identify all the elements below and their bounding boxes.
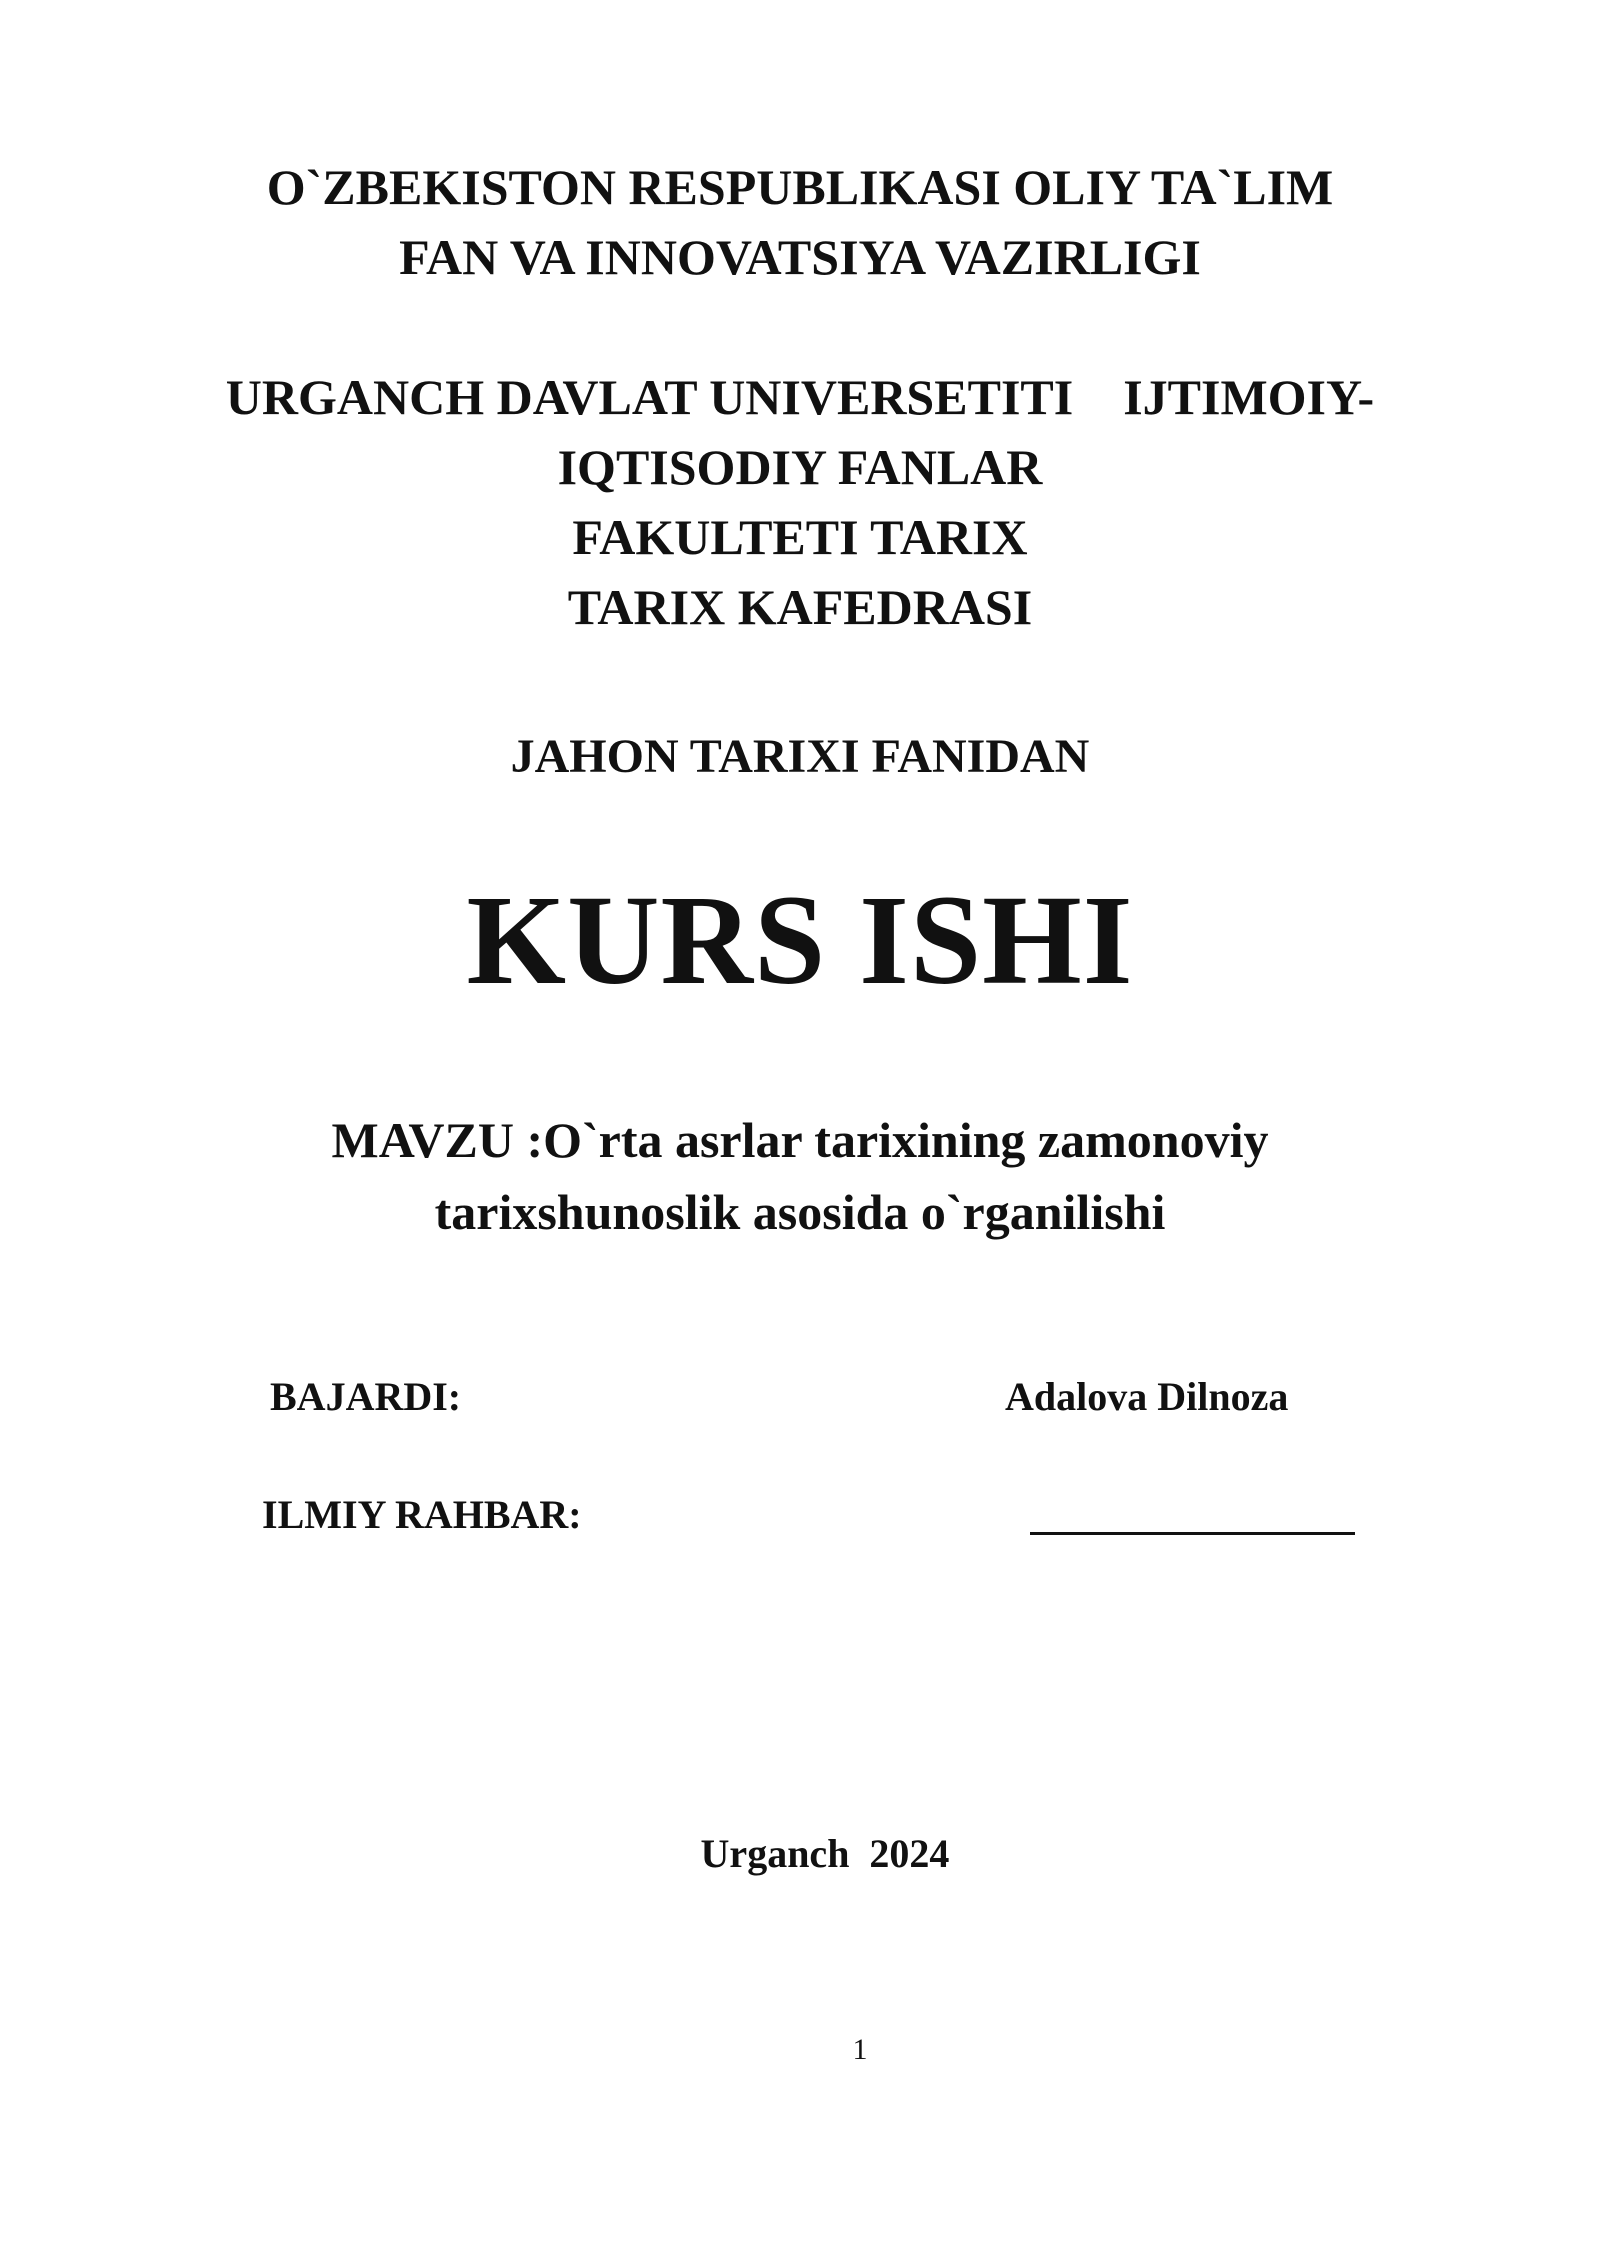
student-name: Adalova Dilnoza [1005, 1374, 1289, 1419]
faculty-line: FAKULTETI TARIX [572, 509, 1028, 565]
document-title: KURS ISHI [466, 869, 1134, 1011]
ministry-line-1: O`ZBEKISTON RESPUBLIKASI OLIY TA`LIM [266, 159, 1334, 215]
topic-line-1: MAVZU :O`rta asrlar tarixining zamonoviy [331, 1112, 1269, 1168]
supervisor-label: ILMIY RAHBAR: [262, 1492, 582, 1537]
university-line-1: URGANCH DAVLAT UNIVERSETITI IJTIMOIY- [225, 369, 1375, 425]
supervisor-signature-line [1030, 1532, 1355, 1535]
topic-line-2: tarixshunoslik asosida o`rganilishi [434, 1184, 1166, 1240]
city-year: Urganch 2024 [700, 1831, 950, 1876]
subject-line: JAHON TARIXI FANIDAN [510, 730, 1090, 783]
university-line-2: IQTISODIY FANLAR [557, 439, 1043, 495]
department-line: TARIX KAFEDRASI [567, 579, 1033, 635]
ministry-line-2: FAN VA INNOVATSIYA VAZIRLIGI [399, 229, 1201, 285]
page-number: 1 [852, 2033, 868, 2066]
performed-by-label: BAJARDI: [270, 1374, 462, 1419]
